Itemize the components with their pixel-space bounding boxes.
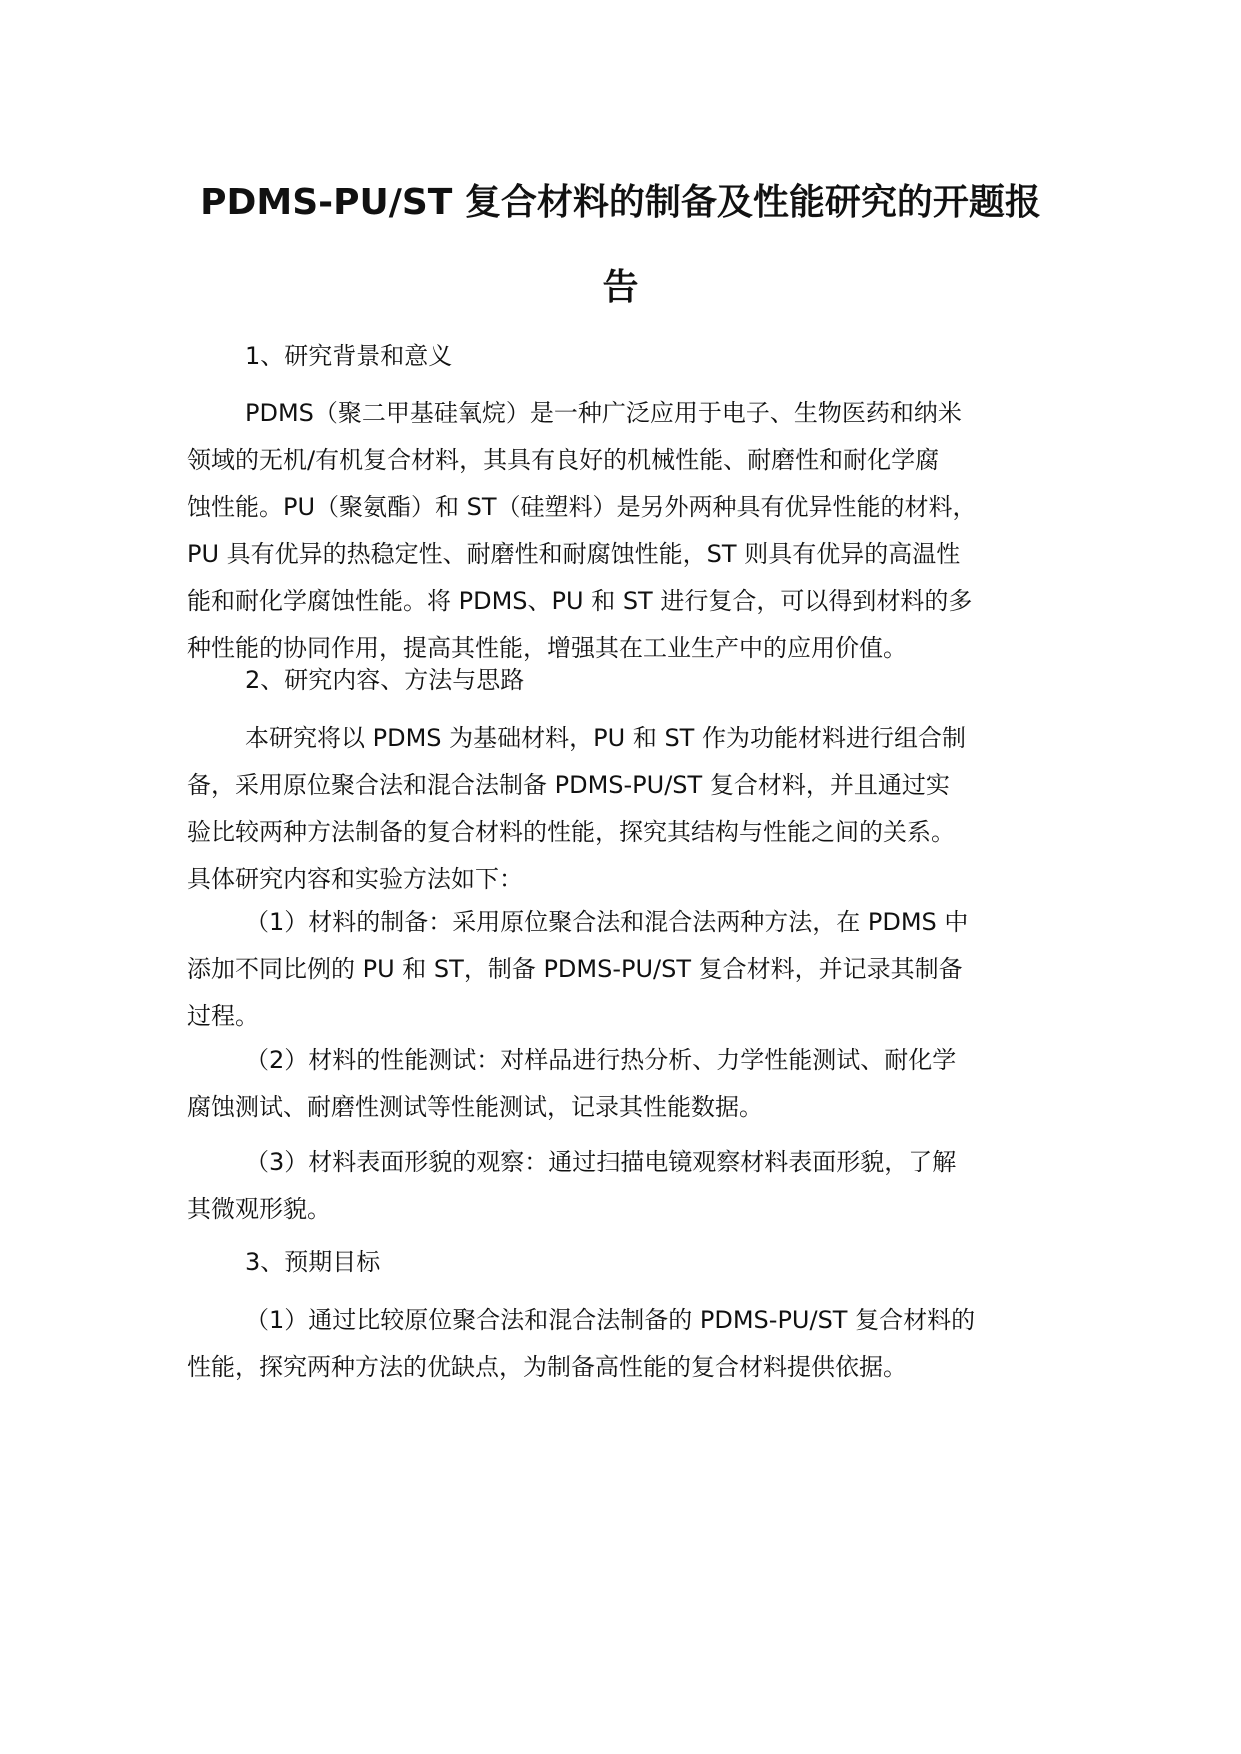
list-item-line: （2）材料的性能测试：对样品进行热分析、力学性能测试、耐化学: [245, 1046, 957, 1074]
section-1-paragraph: [187, 390, 1067, 672]
list-item-line: 过程。: [187, 1002, 259, 1030]
paragraph-line: 种性能的协同作用，提高其性能，增强其在工业生产中的应用价值。: [187, 634, 907, 662]
paragraph-line: 备，采用原位聚合法和混合法制备 PDMS-PU/ST 复合材料，并且通过实: [187, 771, 950, 799]
section-2-paragraph: [187, 715, 1067, 903]
list-item-line: 其微观形貌。: [187, 1195, 331, 1223]
paragraph-line: 具体研究内容和实验方法如下：: [187, 865, 523, 893]
section-1-heading: 1、研究背景和意义: [245, 342, 453, 370]
list-item-line: （1）通过比较原位聚合法和混合法制备的 PDMS-PU/ST 复合材料的: [245, 1306, 976, 1334]
paragraph-line: 蚀性能。PU（聚氨酯）和 ST（硅塑料）是另外两种具有优异性能的材料，: [187, 493, 977, 521]
paragraph-line: PDMS（聚二甲基硅氧烷）是一种广泛应用于电子、生物医药和纳米: [245, 399, 962, 427]
section-3-item-1: [187, 1297, 1067, 1391]
section-3-heading: 3、预期目标: [245, 1248, 381, 1276]
paragraph-line: 领域的无机/有机复合材料，其具有良好的机械性能、耐磨性和耐化学腐: [187, 446, 940, 474]
list-item-line: 腐蚀测试、耐磨性测试等性能测试，记录其性能数据。: [187, 1093, 763, 1121]
paragraph-line: 能和耐化学腐蚀性能。将 PDMS、PU 和 ST 进行复合，可以得到材料的多: [187, 587, 973, 615]
document-title-line-2: 告: [602, 267, 639, 308]
list-item-line: （3）材料表面形貌的观察：通过扫描电镜观察材料表面形貌，了解: [245, 1148, 957, 1176]
list-item-line: 添加不同比例的 PU 和 ST，制备 PDMS-PU/ST 复合材料，并记录其制备: [187, 955, 963, 983]
section-2-heading: 2、研究内容、方法与思路: [245, 666, 525, 694]
paragraph-line: 验比较两种方法制备的复合材料的性能，探究其结构与性能之间的关系。: [187, 818, 955, 846]
section-2-item-3: [187, 1139, 1067, 1233]
document-title-line-1: PDMS-PU/ST 复合材料的制备及性能研究的开题报: [200, 182, 1041, 223]
paragraph-line: 本研究将以 PDMS 为基础材料，PU 和 ST 作为功能材料进行组合制: [245, 724, 966, 752]
list-item-line: 性能，探究两种方法的优缺点，为制备高性能的复合材料提供依据。: [187, 1353, 907, 1381]
paragraph-line: PU 具有优异的热稳定性、耐磨性和耐腐蚀性能，ST 则具有优异的高温性: [187, 540, 961, 568]
section-2-item-2: [187, 1037, 1067, 1131]
list-item-line: （1）材料的制备：采用原位聚合法和混合法两种方法，在 PDMS 中: [245, 908, 969, 936]
section-2-item-1: [187, 899, 1067, 1040]
